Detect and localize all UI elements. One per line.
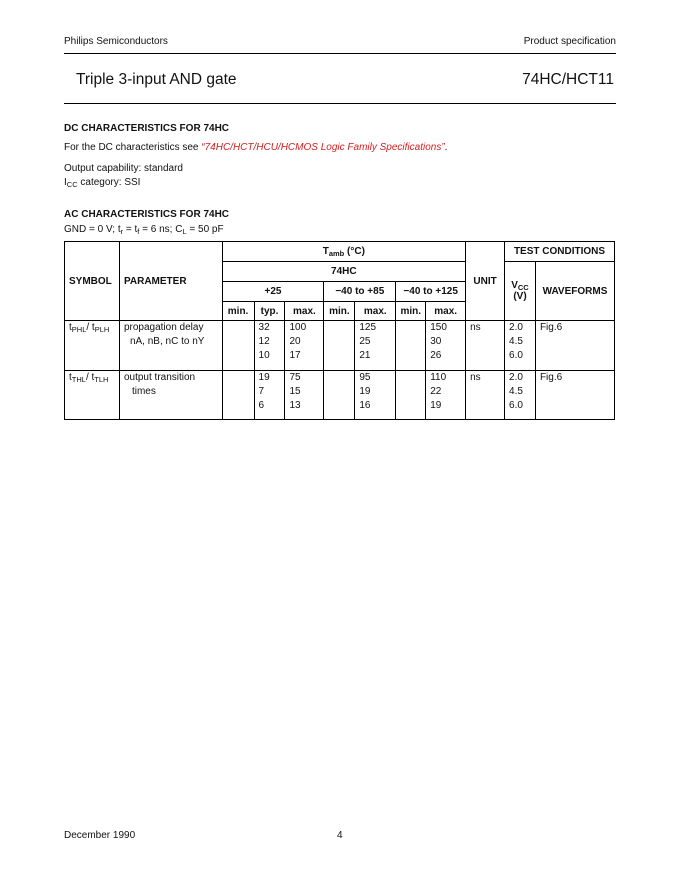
max-header: max. [426,302,466,321]
min-header: min. [396,302,426,321]
min-cell [324,321,355,371]
vcc-unit: (V) [513,291,527,302]
icc-symbol: I [64,177,67,188]
cond-r-sub: r [120,227,124,236]
vcc-sub: CC [517,283,529,292]
footer-date: December 1990 [64,830,136,841]
company-name: Philips Semiconductors [64,36,168,47]
dc-intro-suffix: . [444,142,448,153]
dc-heading: DC CHARACTERISTICS FOR 74HC [64,123,230,134]
max85-cell [355,371,396,420]
parameter-header: PARAMETER [119,242,222,321]
value: 75 [289,372,301,383]
value: 2.0 [509,322,523,333]
table-row [65,321,615,371]
min-cell [396,321,426,371]
waveform-cell: Fig.6 [535,371,614,420]
tamb-sub: amb [328,249,345,258]
ac-conditions [64,224,224,235]
value: 6.0 [509,350,523,361]
part-number: 74HC/HCT11 [522,71,614,88]
family-header: 74HC [222,262,466,282]
min-cell [222,371,254,420]
sym-a: t [69,322,72,333]
value: 19 [258,372,270,383]
max25-cell [285,371,324,420]
value: 7 [258,386,265,397]
max25-cell [285,321,324,371]
value: 16 [359,400,371,411]
param-line-1: output transition [123,372,196,383]
param-line-1: propagation delay [123,322,204,333]
value: 17 [289,350,301,361]
value: 22 [430,386,442,397]
value: 15 [289,386,301,397]
value: 12 [258,336,270,347]
ac-heading: AC CHARACTERISTICS FOR 74HC [64,209,230,220]
value: 26 [430,350,442,361]
tamb-unit: (°C) [344,246,365,257]
page-title: Triple 3-input AND gate [76,71,237,88]
value: 20 [289,336,301,347]
cond-end: = 50 pF [186,224,224,235]
output-capability: Output capability: standard [64,163,183,174]
sym-a: t [69,372,72,383]
sym-sep: / t [85,372,95,383]
symbol-cell [65,321,120,371]
value: 19 [430,400,442,411]
max85-cell [355,321,396,371]
value: 19 [359,386,371,397]
sym-b-sub: PLH [94,325,110,334]
max125-cell [426,321,466,371]
vcc-cell [505,321,536,371]
min-header: min. [324,302,355,321]
dc-intro-prefix: For the DC characteristics see [64,142,202,153]
cond-f-sub: f [137,227,140,236]
value: 4.5 [509,336,523,347]
ac-characteristics-table [64,241,615,420]
tamb-main: T [322,246,329,257]
value: 4.5 [509,386,523,397]
value: 10 [258,350,270,361]
cond-l-sub: L [182,227,187,236]
param-line-2: nA, nB, nC to nY [129,336,205,347]
value: 13 [289,400,301,411]
title-rule [64,103,616,104]
symbol-cell [65,371,120,420]
typ-cell [254,321,285,371]
value: 100 [289,322,307,333]
value: 150 [430,322,447,333]
parameter-cell [119,371,222,420]
page-number: 4 [337,830,343,841]
max125-cell [426,371,466,420]
header-rule [64,53,616,54]
value: 95 [359,372,371,383]
unit-cell: ns [466,371,505,420]
range-25-header: +25 [222,282,324,302]
typ-header: typ. [254,302,285,321]
value: 6.0 [509,400,523,411]
symbol-header: SYMBOL [65,242,120,321]
value: 125 [359,322,377,333]
max-header: max. [355,302,396,321]
table-row [65,371,615,420]
value: 25 [359,336,371,347]
min-header: min. [222,302,254,321]
test-conditions-header: TEST CONDITIONS [505,242,615,262]
spec-reference-link[interactable]: “74HC/HCT/HCU/HCMOS Logic Family Specifications” [201,142,445,153]
cond-mid: = t [123,224,138,235]
value: 32 [258,322,270,333]
vcc-header [505,262,536,321]
range-85-header: −40 to +85 [324,282,396,302]
unit-cell: ns [466,321,505,371]
unit-header: UNIT [466,242,505,321]
sym-b-sub: TLH [94,375,109,384]
sym-sep: / t [86,322,95,333]
range-125-header: −40 to +125 [396,282,466,302]
icc-text: category: SSI [77,177,141,188]
dc-intro [64,142,447,153]
value: 30 [430,336,442,347]
cond-gnd: GND = 0 V; t [64,224,121,235]
sym-a-sub: THL [71,375,86,384]
sym-a-sub: PHL [71,325,87,334]
vcc-main: V [511,280,518,291]
waveform-cell: Fig.6 [535,321,614,371]
value: 21 [359,350,371,361]
document-type: Product specification [523,36,616,47]
value: 110 [430,372,447,383]
typ-cell [254,371,285,420]
max-header: max. [285,302,324,321]
cond-mid2: = 6 ns; C [139,224,183,235]
min-cell [324,371,355,420]
tamb-header [222,242,466,262]
min-cell [396,371,426,420]
value: 6 [258,400,265,411]
value: 2.0 [509,372,523,383]
parameter-cell [119,321,222,371]
param-line-2: times [131,386,156,397]
min-cell [222,321,254,371]
waveforms-header: WAVEFORMS [535,262,614,321]
icc-category [64,177,140,188]
icc-sub: CC [66,180,78,189]
vcc-cell [505,371,536,420]
